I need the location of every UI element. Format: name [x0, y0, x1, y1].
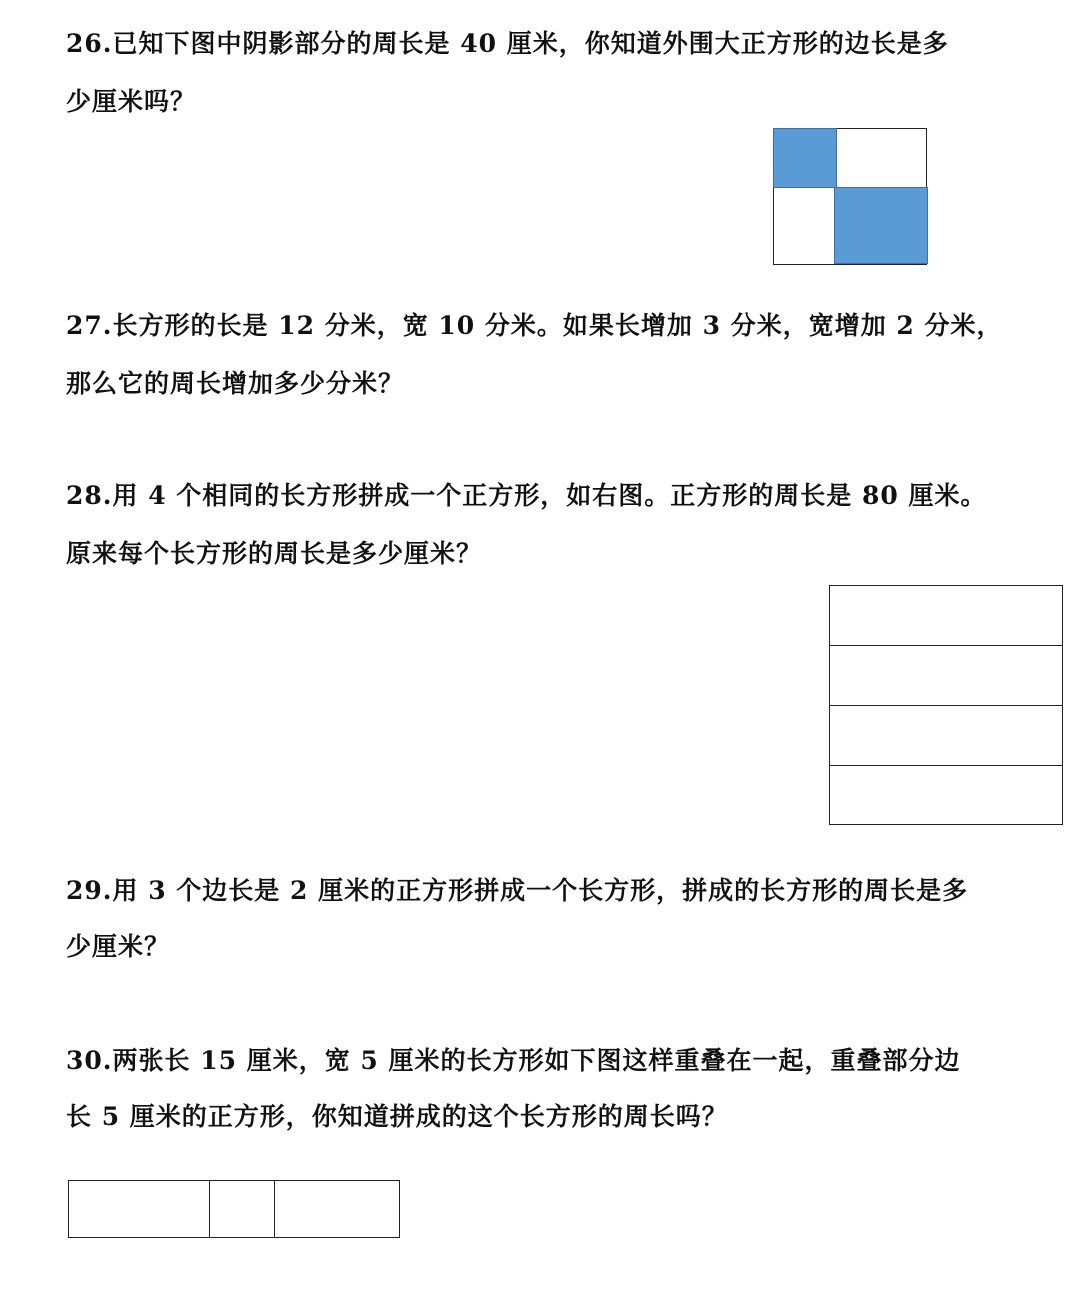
q28-line-1: 28.用 4 个相同的长方形拼成一个正方形，如右图。正方形的周长是 80 厘米。 [66, 481, 987, 510]
q26-line-2: 少厘米吗？ [66, 87, 197, 116]
q30-line-1: 30.两张长 15 厘米，宽 5 厘米的长方形如下图这样重叠在一起，重叠部分边 [66, 1046, 961, 1075]
right-segment [274, 1180, 400, 1238]
rectangle-2 [829, 645, 1063, 706]
rectangle-3 [829, 705, 1063, 766]
left-segment [68, 1180, 211, 1238]
q29-line-1: 29.用 3 个边长是 2 厘米的正方形拼成一个长方形，拼成的长方形的周长是多 [66, 876, 969, 905]
shaded-small-square [773, 128, 837, 188]
rectangle-4 [829, 765, 1063, 825]
q28-line-2: 原来每个长方形的周长是多少厘米？ [66, 539, 483, 568]
shaded-rectangle [834, 187, 928, 264]
q29-line-2: 少厘米？ [66, 932, 171, 961]
q27-line-1: 27.长方形的长是 12 分米，宽 10 分米。如果长增加 3 分米，宽增加 2 分米， [66, 311, 1003, 340]
q26-line-1: 26.已知下图中阴影部分的周长是 40 厘米，你知道外围大正方形的边长是多 [66, 29, 949, 58]
overlap-square [209, 1180, 276, 1238]
q27-line-2: 那么它的周长增加多少分米？ [66, 369, 405, 398]
q30-line-2: 长 5 厘米的正方形，你知道拼成的这个长方形的周长吗？ [66, 1102, 728, 1131]
rectangle-1 [829, 585, 1063, 646]
